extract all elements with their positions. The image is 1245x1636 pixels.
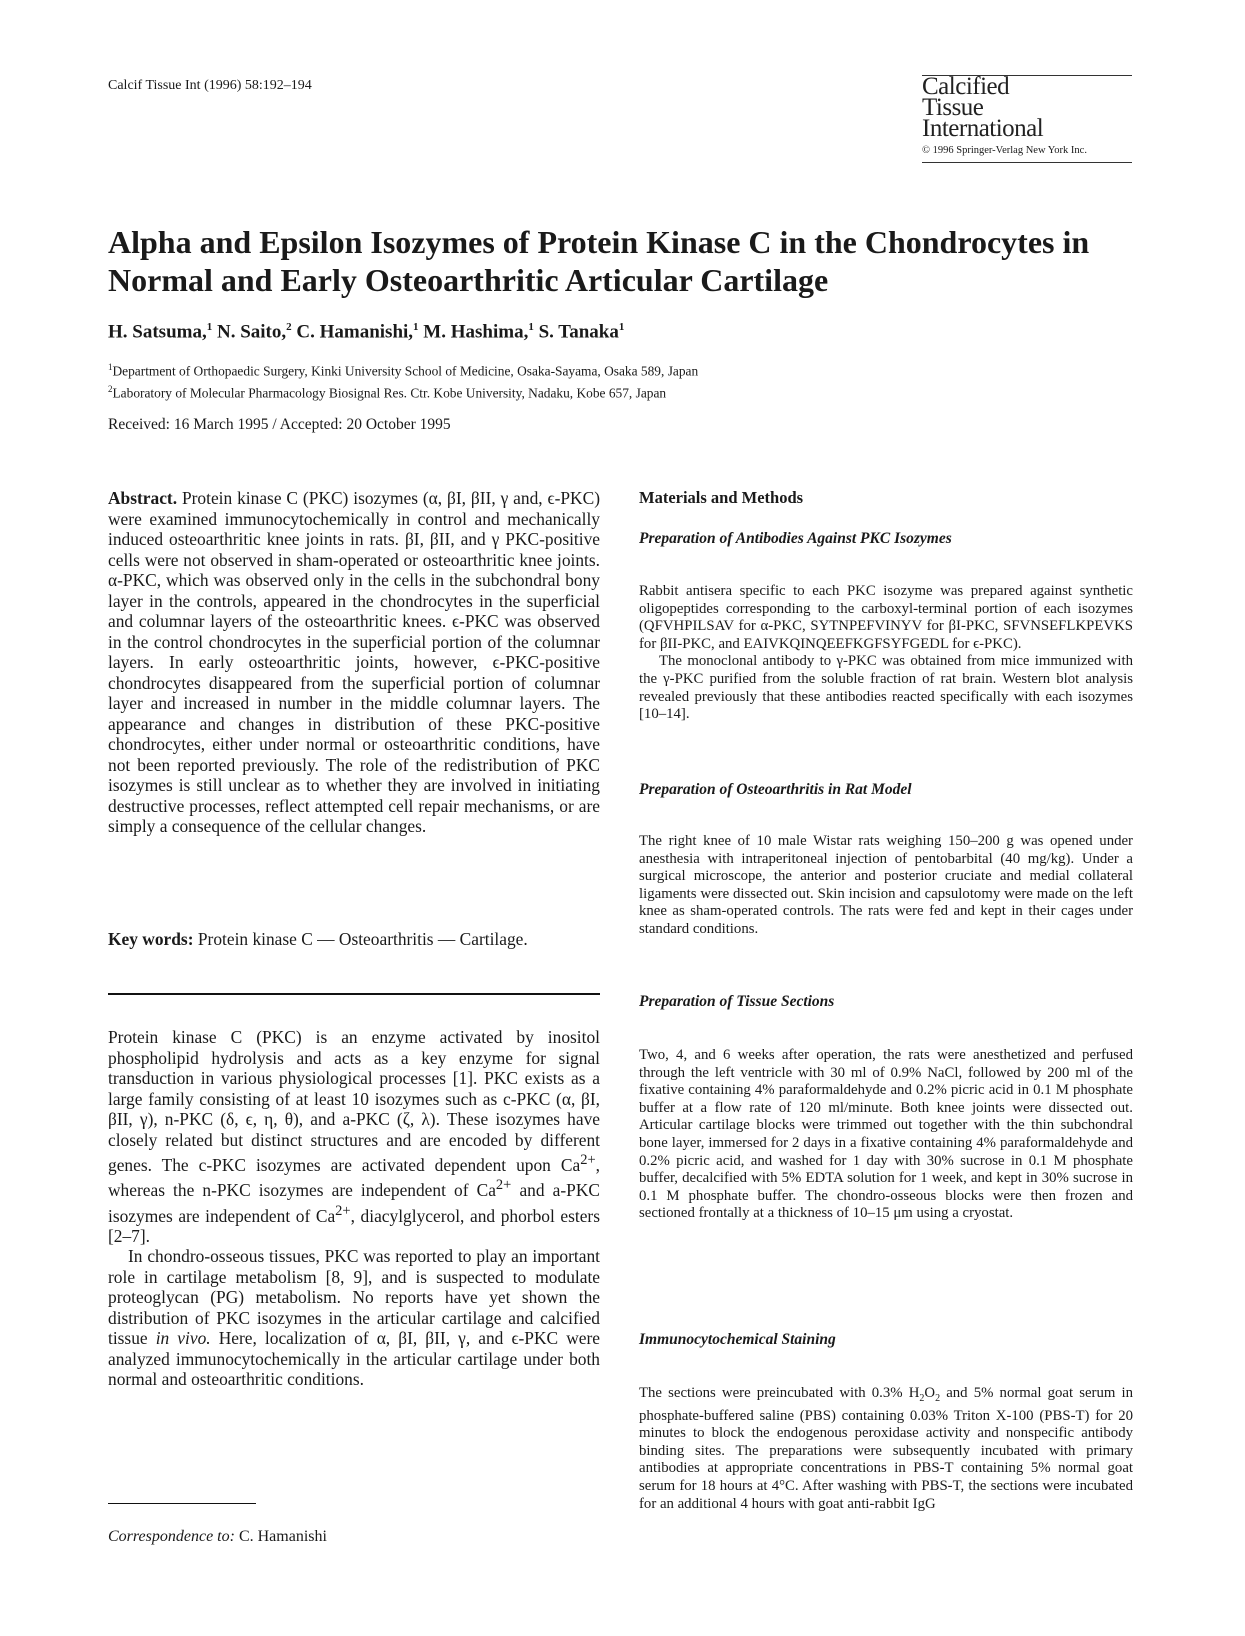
antibodies-paragraph-1: Rabbit antisera specific to each PKC isozyme was prepared against synthetic oligopeptides corresponding to the carboxyl-terminal portion of each isozymes (QFVHPILSAV for α-PKC, SYTNPEFVINYV for βI-PKC, SFVNSEFLKPEVKS for βII-PKC, and EAIVKQINQEEFKGFSYFGEDL for ϵ-PKC). (639, 583, 1133, 652)
subheading-tissue-sections: Preparation of Tissue Sections (639, 993, 835, 1010)
abstract-divider (108, 993, 600, 995)
abstract (108, 488, 600, 837)
intro-paragraph-1 (108, 1027, 600, 1246)
author-name: N. Saito, (216, 321, 287, 343)
abstract-text: Protein kinase C (PKC) isozymes (α, βI, βII, γ and, ϵ-PKC) were examined immunocytochemically in control and mechanically induced osteoarthritic knee joints in rats. βI, βII, and γ PKC-positive cells were not observed in sham-operated or osteoarthritic knee joints. α-PKC, which was observed only in the cells in the subchondral bony layer in the controls, appeared in the chondrocytes in the superficial and columnar layers of the osteoarthritic knees. ϵ-PKC was observed in the control chondrocytes in the superficial portion of the columnar layers. In early osteoarthritic joints, however, ϵ-PKC-positive chondrocytes disappeared from the superficial portion of columnar layer and increased in number in the middle columnar layers. The appearance and changes in distribution of these PKC-positive chondrocytes, either under normal or osteoarthritic conditions, have not been reported previously. The role of the redistribution of PKC isozymes is still unclear as to whether they are involved in initiating destructive processes, reflect attempted cell repair mechanisms, or are simply a consequence of the cellular changes. (108, 488, 600, 836)
intro-italic-text: in vivo. (155, 1328, 211, 1349)
subscript: 2 (919, 1392, 925, 1404)
superscript: 2+ (335, 1202, 351, 1219)
author-list (108, 321, 624, 343)
author-affiliation-mark: 1 (528, 321, 534, 333)
correspondence-label: Correspondence to: (108, 1528, 235, 1545)
received-accepted-dates: Received: 16 March 1995 / Accepted: 20 October 1995 (108, 416, 451, 433)
affiliation-mark: 2 (108, 384, 113, 395)
subheading-immuno-staining: Immunocytochemical Staining (639, 1331, 836, 1348)
logo-line-international: International (922, 115, 1044, 142)
immuno-staining-paragraph (639, 1385, 1133, 1513)
correspondence-note (108, 1528, 327, 1546)
author-name: H. Satsuma, (108, 321, 207, 343)
correspondence-name: C. Hamanishi (238, 1528, 327, 1545)
abstract-label: Abstract. (108, 488, 178, 508)
author-affiliation-mark: 1 (206, 321, 213, 333)
affiliation-text: Laboratory of Molecular Pharmacology Biosignal Res. Ctr. Kobe University, Nadaku, Kobe 657, Japan (112, 385, 667, 401)
subheading-oa-model: Preparation of Osteoarthritis in Rat Model (639, 781, 912, 798)
copyright-notice: © 1996 Springer-Verlag New York Inc. (922, 145, 1087, 156)
author-name: M. Hashima, (423, 321, 529, 343)
affiliation-mark: 1 (108, 362, 113, 372)
footnote-rule (108, 1503, 256, 1504)
immuno-text: The sections were preincubated with 0.3% H (639, 1385, 920, 1401)
intro-text: , diacylglycerol, and phorbol esters [2–7]. (108, 1205, 600, 1246)
author-affiliation-mark: 1 (413, 321, 419, 333)
oa-model-paragraph: The right knee of 10 male Wistar rats weighing 150–200 g was opened under anesthesia with intraperitoneal injection of pentobarbital (40 mg/kg). Under a surgical microscope, the anterior and posterior cruciate and medial collateral ligaments were dissected out. Skin incision and capsulotomy were made on the left knee as sham-operated controls. The rats were fed and kept in their cages under standard conditions. (639, 833, 1133, 937)
subheading-antibodies: Preparation of Antibodies Against PKC Isozymes (639, 530, 952, 547)
logo-line-calcified: Calcified (922, 73, 1010, 100)
superscript: 2+ (495, 1177, 512, 1194)
journal-logo (922, 75, 1132, 163)
intro-text: and a-PKC isozymes are independent of Ca (108, 1180, 600, 1226)
affiliations (108, 358, 698, 403)
introduction (108, 1027, 600, 1390)
intro-text: In chondro-osseous tissues, PKC was reported to play an important role in cartilage metabolism [8, 9], and is suspected to modulate proteoglycan (PG) metabolism. No reports have yet shown the distribution of PKC isozymes in the articular cartilage and calcified tissue (108, 1246, 600, 1349)
keywords-label: Key words: (108, 929, 194, 949)
subscript: 2 (935, 1392, 941, 1404)
intro-text: , whereas the n-PKC isozymes are independent of Ca (108, 1154, 600, 1201)
immuno-text: and 5% normal goat serum in phosphate-buffered saline (PBS) containing 0.03% Triton X-100 (PBS-T) for 20 minutes to block the endogenous peroxidase activity and nonspecific antibody binding sites. The preparations were subsequently incubated with primary antibodies at appropriate concentrations in PBS-T containing 5% normal goat serum for 18 hours at 4°C. After washing with PBS-T, the sections were incubated for an additional 4 hours with goat anti-rabbit IgG (639, 1385, 1133, 1512)
author-affiliation-mark: 1 (618, 321, 625, 333)
intro-paragraph-2 (108, 1246, 600, 1390)
article-title: Alpha and Epsilon Isozymes of Protein Kinase C in the Chondrocytes in Normal and Early Osteoarthritic Articular Cartilage (108, 224, 1090, 298)
antibodies-paragraph-2: The monoclonal antibody to γ-PKC was obtained from mice immunized with the γ-PKC purified from the soluble fraction of rat brain. Western blot analysis revealed previously that these antibodies reacted specifically with each isozymes [10–14]. (639, 653, 1133, 723)
section-heading-methods: Materials and Methods (639, 488, 804, 507)
intro-text: Protein kinase C (PKC) is an enzyme activated by inositol phospholipid hydrolysis and acts as a key enzyme for signal transduction in various physiological processes [1]. PKC exists as a large family consisting of at least 10 isozymes such as c-PKC (α, βI, βII, γ), n-PKC (δ, ϵ, η, θ), and a-PKC (ζ, λ). These isozymes have closely related but distinct structures and are encoded by different genes. The c-PKC isozymes are activated dependent upon Ca (108, 1027, 600, 1175)
intro-text: Here, localization of α, βI, βII, γ, and ϵ-PKC were analyzed immunocytochemically in the articular cartilage under both normal and osteoarthritic conditions. (108, 1328, 600, 1390)
author-name: C. Hamanishi, (296, 321, 414, 343)
keywords (108, 929, 600, 950)
immuno-text: O (924, 1385, 936, 1401)
antibodies-section (639, 583, 1133, 724)
tissue-sections-paragraph: Two, 4, and 6 weeks after operation, the rats were anesthetized and perfused through the left ventricle with 30 ml of 0.9% NaCl, followed by 200 ml of the fixative containing 4% paraformaldehyde and 0.2% picric acid in 0.1 M phosphate buffer at a flow rate of 120 ml/minute. Both knee joints were dissected out. Articular cartilage blocks were trimmed out together with the thin subchondral bone layer, immersed for 2 days in a fixative containing 4% paraformaldehyde and 0.2% picric acid, and washed for 1 day with 30% sucrose in 0.1 M phosphate buffer, decalcified with 5% EDTA solution for 1 week, and kept in 30% sucrose in 0.1 M phosphate buffer. The chondro-osseous blocks were then frozen and sectioned frontally at a thickness of 10–15 μm using a cryostat. (639, 1047, 1133, 1222)
author-affiliation-mark: 2 (286, 321, 292, 333)
logo-bottom-rule (922, 162, 1132, 163)
keywords-text: Protein kinase C — Osteoarthritis — Cartilage. (197, 929, 528, 949)
journal-citation: Calcif Tissue Int (1996) 58:192–194 (108, 78, 312, 93)
affiliation-line (108, 358, 698, 380)
author-name: S. Tanaka (538, 321, 619, 343)
superscript: 2+ (580, 1152, 596, 1168)
affiliation-line (108, 380, 698, 402)
logo-line-tissue: Tissue (922, 94, 984, 121)
affiliation-text: Department of Orthopaedic Surgery, Kinki University School of Medicine, Osaka-Sayama, Osaka 589, Japan (112, 363, 699, 379)
